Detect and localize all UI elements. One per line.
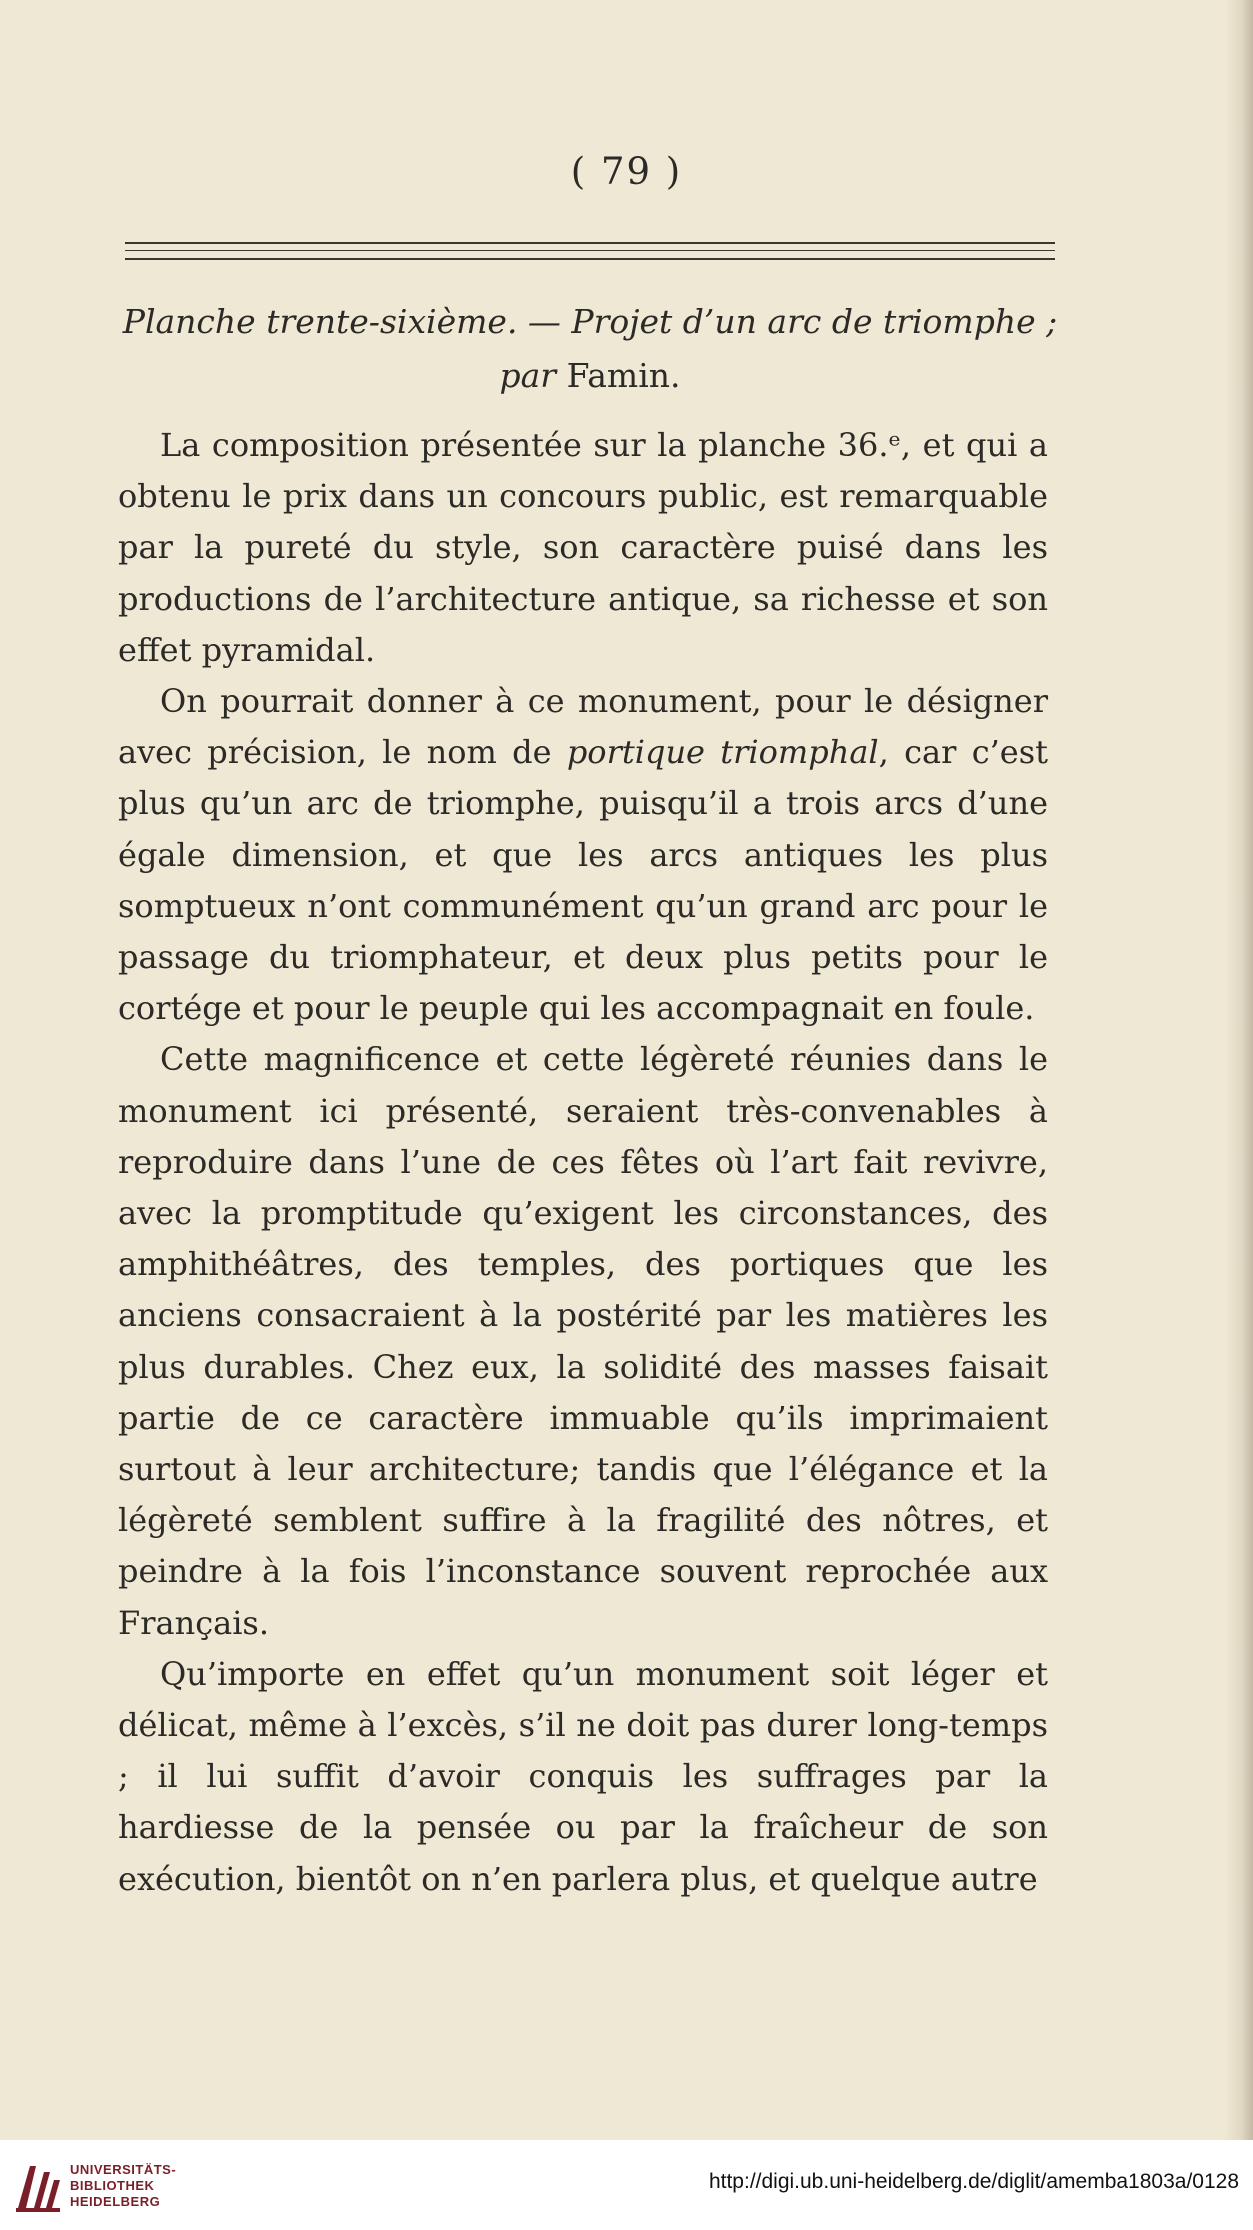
plate-title: Planche trente-sixième. — Projet d’un arc de triomphe ;	[122, 302, 1058, 341]
logo-line-1: UNIVERSITÄTS-	[70, 2162, 177, 2177]
header-rule-top	[125, 242, 1055, 244]
page-number: ( 79 )	[570, 150, 683, 193]
header-rule-bottom	[125, 258, 1055, 260]
paragraph-2-start: On pourrait donner à ce monument, pour le désigner avec précision, le nom de	[118, 682, 1048, 772]
paragraph-2-end: , car c’est plus qu’un arc de triomphe, puisqu’il a trois arcs d’une égale dimension, et que les arcs antiques les plus somptueux n’ont communément qu’un grand arc pour le passage du triomphateur, et deux plus petits pour le cortége et pour le peuple qui les accompagnait en foule.	[118, 733, 1049, 1028]
page-spine-shadow	[1225, 0, 1253, 2140]
university-seal-icon	[12, 2158, 64, 2214]
paragraph-1: La composition présentée sur la planche 36.ᵉ, et qui a obtenu le prix dans un concours public, est remarquable par la pureté du style, son caractère puisé dans les productions de l’architecture antique, sa richesse et son effet pyramidal.	[118, 426, 1048, 669]
paragraph-4: Qu’importe en effet qu’un monument soit léger et délicat, même à l’excès, s’il ne doit pas durer long-temps ; il lui suffit d’avoir conquis les suffrages par la hardiesse de la pensée ou par la fraîcheur de son exécution, bientôt on n’en parlera plus, et quelque autre	[118, 1654, 1048, 1898]
paragraph-2	[118, 676, 1048, 1034]
byline-prefix: par	[499, 356, 557, 395]
paragraph-2-emphasis: portique triomphal	[566, 733, 879, 772]
source-url-link[interactable]: http://digi.ub.uni-heidelberg.de/diglit/amemba1803a/0128	[708, 2170, 1239, 2193]
library-logo-text	[70, 2162, 176, 2210]
body-text	[118, 420, 1048, 1905]
plate-byline	[120, 350, 1060, 402]
paragraph-3: Cette magnificence et cette légèreté réunies dans le monument ici présenté, seraient très-convenables à reproduire dans l’une de ces fêtes où l’art fait revivre, avec la promptitude qu’exigent les circonstances, des amphithéâtres, des temples, des portiques que les anciens consacraient à la postérité par les matières les plus durables. Chez eux, la solidité des masses faisait partie de ce caractère immuable qu’ils imprimaient surtout à leur architecture; tandis que l’élégance et la légèreté semblent suffire à la fragilité des nôtres, et peindre à la fois l’inconstance souvent reprochée aux Français.	[118, 1040, 1048, 1642]
logo-line-3: HEIDELBERG	[70, 2194, 161, 2209]
byline-author: Famin.	[566, 356, 681, 395]
header-rule-middle	[125, 250, 1055, 251]
logo-line-2: BIBLIOTHEK	[70, 2178, 155, 2193]
viewer-footer	[0, 2140, 1253, 2230]
